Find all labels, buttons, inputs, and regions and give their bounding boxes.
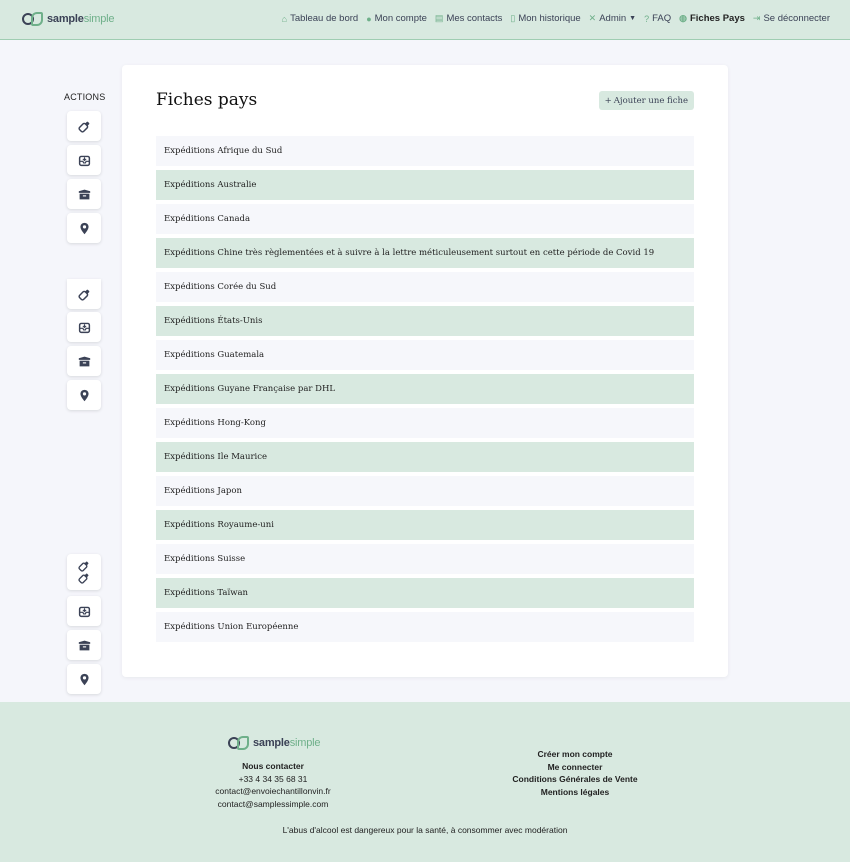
map-pin-icon	[78, 389, 91, 402]
list-item[interactable]: Expéditions Union Européenne	[156, 612, 694, 642]
logo-icon	[22, 11, 44, 27]
navbar	[0, 0, 850, 40]
side-location-button[interactable]	[67, 213, 101, 243]
list-item[interactable]: Expéditions Suisse	[156, 544, 694, 574]
brand-part1: sample	[47, 13, 84, 25]
side-bottle-button-3[interactable]	[67, 554, 101, 590]
nav-admin[interactable]: ✕ Admin ▼	[588, 13, 637, 24]
nav-mon-compte[interactable]: ● Mon compte	[366, 13, 427, 24]
side-inbox-button[interactable]	[67, 145, 101, 175]
list-item[interactable]: Expéditions Afrique du Sud	[156, 136, 694, 166]
side-box-button-3[interactable]	[67, 630, 101, 660]
inbox-icon	[78, 154, 91, 167]
side-inbox-button-3[interactable]	[67, 596, 101, 626]
brand-logo[interactable]	[22, 11, 114, 27]
nav-faq[interactable]: ? FAQ	[644, 13, 672, 24]
list-item[interactable]: Expéditions États-Unis	[156, 306, 694, 336]
side-box-button[interactable]	[67, 179, 101, 209]
nav-fiches-pays[interactable]: ◍ Fiches Pays	[679, 13, 745, 24]
contact-phone[interactable]: +33 4 34 35 68 31	[238, 773, 308, 784]
footer-contact	[188, 760, 358, 811]
logo-icon	[228, 735, 250, 751]
footer-link-cgv[interactable]: Conditions Générales de Vente	[512, 774, 638, 785]
contact-email-2[interactable]: contact@samplessimple.com	[217, 799, 329, 810]
inbox-icon	[78, 321, 91, 334]
footer-links	[500, 748, 650, 799]
footer-link-create-account[interactable]: Créer mon compte	[537, 749, 613, 759]
home-icon: ⌂	[281, 13, 288, 24]
box-icon	[78, 188, 91, 201]
contact-heading: Nous contacter	[242, 761, 304, 771]
page-title: Fiches pays	[156, 90, 258, 110]
list-item[interactable]: Expéditions Japon	[156, 476, 694, 506]
history-icon: ▯	[510, 13, 516, 23]
bottle-icon	[78, 288, 91, 301]
box-icon	[78, 639, 91, 652]
list-item[interactable]: Expéditions Corée du Sud	[156, 272, 694, 302]
chevron-down-icon: ▼	[629, 15, 637, 22]
list-item[interactable]: Expéditions Guyane Française par DHL	[156, 374, 694, 404]
plus-icon: +	[604, 95, 612, 106]
alcohol-warning: L'abus d'alcool est dangereux pour la santé, à consommer avec modération	[282, 825, 568, 835]
side-box-button-2[interactable]	[67, 346, 101, 376]
nav-mes-contacts[interactable]: ▤ Mes contacts	[434, 13, 503, 24]
user-icon: ●	[366, 13, 372, 24]
list-item[interactable]: Expéditions Hong-Kong	[156, 408, 694, 438]
footer-logo: samplesimple	[228, 735, 320, 751]
footer-link-login[interactable]: Me connecter	[547, 761, 603, 772]
side-location-button-2[interactable]	[67, 380, 101, 410]
bottle-icon	[78, 572, 90, 584]
question-icon: ?	[644, 13, 650, 24]
list-item[interactable]: Expéditions Canada	[156, 204, 694, 234]
add-sheet-button[interactable]: + Ajouter une fiche	[599, 91, 694, 110]
list-item[interactable]: Expéditions Ile Maurice	[156, 442, 694, 472]
box-icon	[78, 355, 91, 368]
inbox-icon	[78, 605, 91, 618]
logout-icon: ⇥	[752, 13, 761, 23]
nav-mon-historique[interactable]: ▯ Mon historique	[510, 13, 581, 24]
map-pin-icon	[78, 673, 91, 686]
list-item[interactable]: Expéditions Guatemala	[156, 340, 694, 370]
nav-se-deconnecter[interactable]: ⇥ Se déconnecter	[752, 13, 830, 24]
side-inbox-button-2[interactable]	[67, 312, 101, 342]
list-item[interactable]: Expéditions Royaume-uni	[156, 510, 694, 540]
side-location-button-3[interactable]	[67, 664, 101, 694]
country-sheet-list	[156, 136, 694, 646]
main-card	[122, 65, 728, 677]
list-item[interactable]: Expéditions Chine très règlementées et à suivre à la lettre méticuleusement surtout en cette période de Covid 19	[156, 238, 694, 268]
footer	[0, 702, 850, 862]
bottle-icon	[78, 560, 90, 572]
side-bottle-button-2[interactable]	[67, 279, 101, 309]
brand-part2: simple	[83, 13, 115, 25]
globe-icon: ◍	[679, 13, 687, 23]
map-pin-icon	[78, 222, 91, 235]
nav-menu	[282, 13, 830, 24]
footer-link-legal[interactable]: Mentions légales	[540, 787, 610, 798]
list-item[interactable]: Expéditions Australie	[156, 170, 694, 200]
side-bottle-button[interactable]	[67, 111, 101, 141]
contacts-icon: ▤	[434, 13, 444, 23]
nav-tableau-de-bord[interactable]: ⌂ Tableau de bord	[281, 13, 359, 24]
sidebar-title: ACTIONS	[64, 92, 106, 102]
contact-email-1[interactable]: contact@envoiechantillonvin.fr	[215, 786, 331, 797]
bottle-icon	[78, 120, 91, 133]
list-item[interactable]: Expéditions Taïwan	[156, 578, 694, 608]
tools-icon: ✕	[588, 13, 597, 23]
